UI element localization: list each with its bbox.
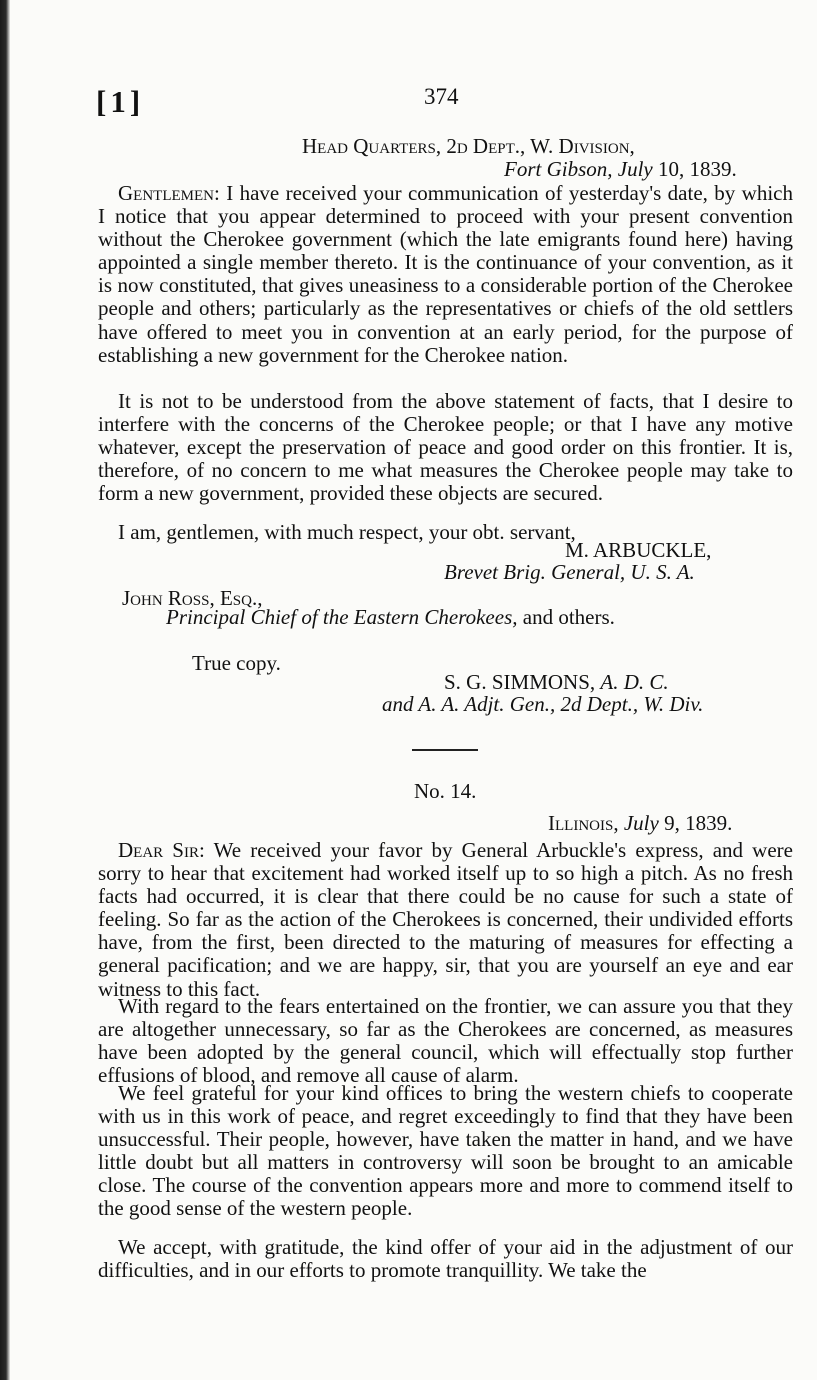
- letter1-addressee-suffix: and others.: [522, 605, 615, 629]
- letter1-addressee-title: Principal Chief of the Eastern Cherokees,: [166, 605, 518, 629]
- letter1-dateline-line1: Head Quarters, 2d Dept., W. Division,: [302, 134, 635, 158]
- letter2-dateline-place: Illinois,: [548, 811, 619, 835]
- letter2-paragraph-2: With regard to the fears entertained on the frontier, we can assure you that they are altogether unnecessary, so far as the Cherokees are concerned, as measures have been adopted by the general council, which will effectually stop further effusions of blood, and remove all cause of alarm.: [98, 994, 793, 1088]
- true-copy-label: True copy.: [192, 651, 281, 675]
- page-number: 374: [424, 84, 459, 109]
- letter2-dateline-date: 9, 1839.: [664, 811, 733, 835]
- letter1-salutation: Gentlemen: [118, 181, 214, 205]
- letter2-salutation: Dear Sir: [118, 838, 199, 862]
- certifier-name: S. G. SIMMONS,: [444, 670, 596, 694]
- letter2-paragraph-1-text: : We received your favor by General Arbuckle's express, and were sorry to hear that excitement had worked itself up to so high a pitch. As no fresh facts had occurred, it is clear that there could be no cause for such a state of feeling. So far as the action of the Cherokees is concerned, their undivided efforts have, from the first, been directed to the maturing of measures for effecting a general pacification; and we are happy, sir, that you are yourself an eye and ear witness to this fact.: [98, 838, 793, 1001]
- letter2-dateline: [548, 811, 732, 836]
- letter2-number: No. 14.: [414, 779, 477, 803]
- scan-border: [0, 0, 10, 1380]
- letter1-addressee-line: [166, 605, 615, 630]
- letter2-paragraph-3: We feel grateful for your kind offices to bring the western chiefs to cooperate with us in this work of peace, and regret exceedingly to find that they have been unsuccessful. Their people, however, have taken the matter in hand, and we have little doubt but all matters in controversy will soon be brought to an amicable close. The course of the convention appears more and more to commend itself to the good sense of the western people.: [98, 1081, 793, 1221]
- letter1-addressee-name: John Ross, Esq.,: [122, 586, 263, 610]
- letter1-signature-title: Brevet Brig. General, U. S. A.: [444, 560, 695, 584]
- letter1-signature-name: M. ARBUCKLE,: [565, 538, 712, 562]
- letter1-dateline-place: Fort Gibson, July: [504, 157, 653, 181]
- certifier-title: and A. A. Adjt. Gen., 2d Dept., W. Div.: [382, 692, 704, 716]
- letter1-closing: I am, gentlemen, with much respect, your obt. servant,: [118, 520, 576, 544]
- document-number: [1]: [96, 84, 145, 119]
- letter2-paragraph-1: [98, 839, 793, 1001]
- letter2-dateline-month: July: [623, 811, 659, 835]
- certifier-abbr: A. D. C.: [600, 670, 669, 694]
- letter1-dateline-date: 10, 1839.: [657, 157, 737, 181]
- letter1-paragraph-2: It is not to be understood from the above statement of facts, that I desire to interfere with the concerns of the Cherokee people; or that I have any motive whatever, except the preservation of peace and good order on this frontier. It is, therefore, of no concern to me what measures the Cherokee people may take to form a new government, provided these objects are secured.: [98, 389, 793, 506]
- section-divider: [412, 749, 478, 751]
- letter1-dateline-line2: [504, 157, 737, 182]
- letter1-paragraph-1: [98, 182, 793, 367]
- letter2-paragraph-4: We accept, with gratitude, the kind offer of your aid in the adjustment of our difficulties, and in our efforts to promote tranquillity. We take the: [98, 1235, 793, 1283]
- letter1-paragraph-1-text: : I have received your communication of yesterday's date, by which I notice that you appear determined to proceed with your present convention without the Cherokee government (which the late emigrants found here) having appointed a single member thereto. It is the continuance of your convention, as it is now constituted, that gives uneasiness to a considerable portion of the Cherokee people and others; particularly as the representatives or chiefs of the old settlers have offered to meet you in convention at an early period, for the purpose of establishing a new government for the Cherokee nation.: [98, 181, 793, 367]
